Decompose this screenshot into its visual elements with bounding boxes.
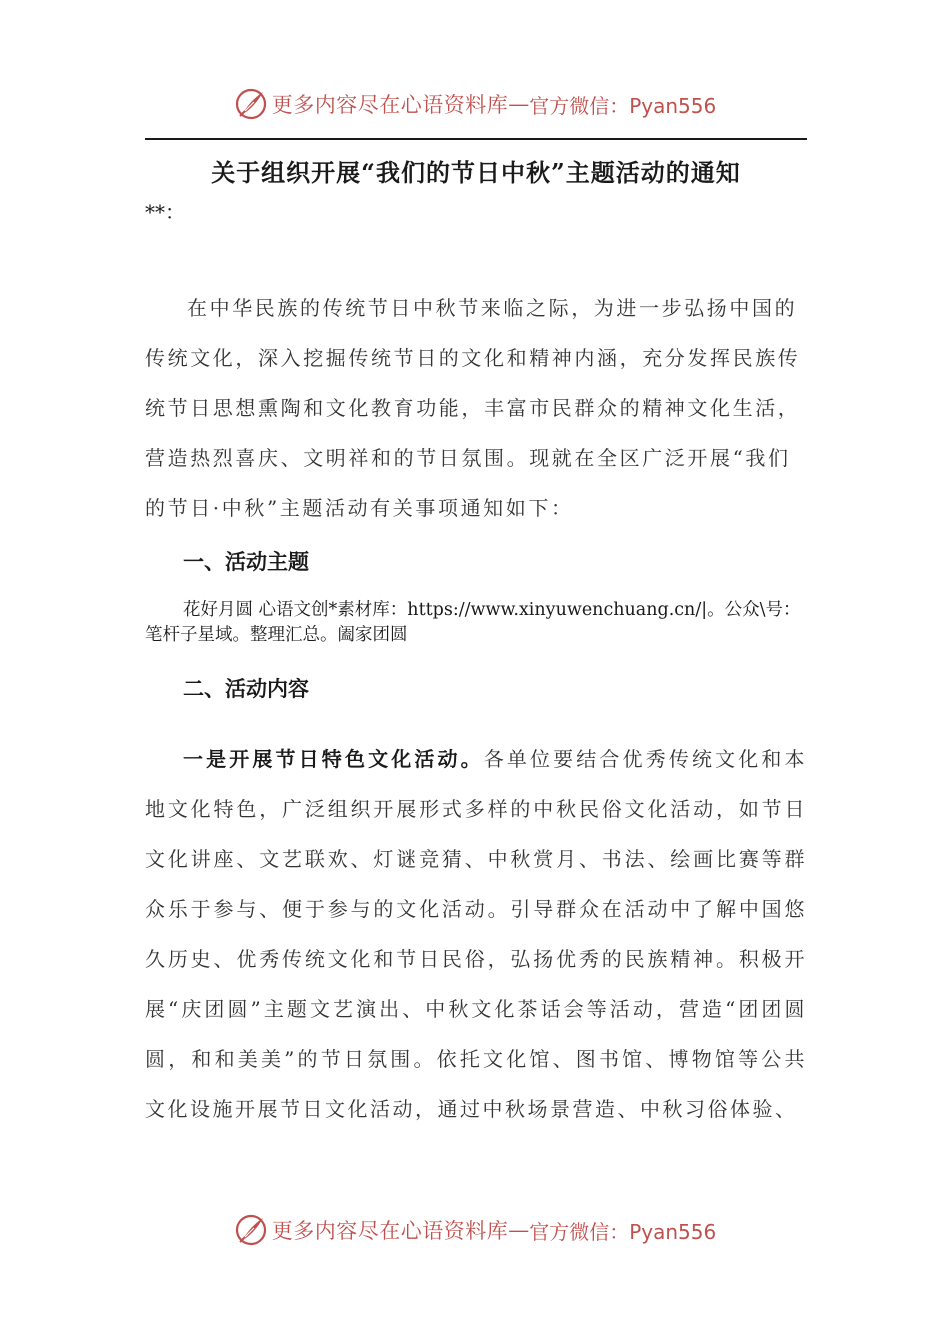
section1-text: 花好月圆 心语文创*素材库：https://www.xinyuwenchuang.cn/|。公众\号：笔杆子星域。整理汇总。阖家团圆 bbox=[145, 600, 801, 645]
footer-banner bbox=[0, 1210, 950, 1250]
banner-separator: — bbox=[508, 92, 530, 116]
section2-heading: 二、活动内容 bbox=[183, 676, 309, 701]
banner-text: 更多内容尽在心语资料库 bbox=[271, 1219, 509, 1243]
banner-separator: — bbox=[508, 1218, 530, 1242]
section1-heading: 一、活动主题 bbox=[183, 549, 309, 574]
section2-text: 各单位要结合优秀传统文化和本地文化特色，广泛组织开展形式多样的中秋民俗文化活动，如节日文化讲座、文艺联欢、灯谜竞猜、中秋赏月、书法、绘画比赛等群众乐于参与、便于参与的文化活动。引导群众在活动中了解中国悠久历史、优秀传统文化和节日民俗，弘扬优秀的民族精神。积极开展“庆团圆”主题文艺演出、中秋文化茶话会等活动，营造“团团圆圆，和和美美”的节日氛围。依托文化馆、图书馆、博物馆等公共文化设施开展节日文化活动，通过中秋场景营造、中秋习俗体验、 bbox=[145, 747, 807, 1121]
banner-wechat: 官方微信：Pyan556 bbox=[529, 93, 717, 118]
document-title: 关于组织开展“我们的节日中秋”主题活动的通知 bbox=[211, 158, 741, 187]
quill-pen-icon bbox=[234, 1213, 268, 1247]
intro-paragraph: 在中华民族的传统节日中秋节来临之际，为进一步弘扬中国的传统文化，深入挖掘传统节日的文化和精神内涵，充分发挥民族传统节日思想熏陶和文化教育功能，丰富市民群众的精神文化生活，营造热烈喜庆、文明祥和的节日氛围。现就在全区广泛开展“我们的节日·中秋”主题活动有关事项通知如下： bbox=[145, 296, 801, 520]
quill-pen-icon bbox=[234, 87, 268, 121]
banner-wechat: 官方微信：Pyan556 bbox=[529, 1219, 717, 1244]
section2-paragraph bbox=[145, 734, 807, 1134]
banner-text: 更多内容尽在心语资料库 bbox=[271, 93, 509, 117]
salutation: **： bbox=[145, 200, 185, 224]
header-banner bbox=[0, 84, 950, 124]
section2-lead: 一是开展节日特色文化活动。 bbox=[183, 747, 484, 771]
header-divider bbox=[145, 138, 807, 140]
